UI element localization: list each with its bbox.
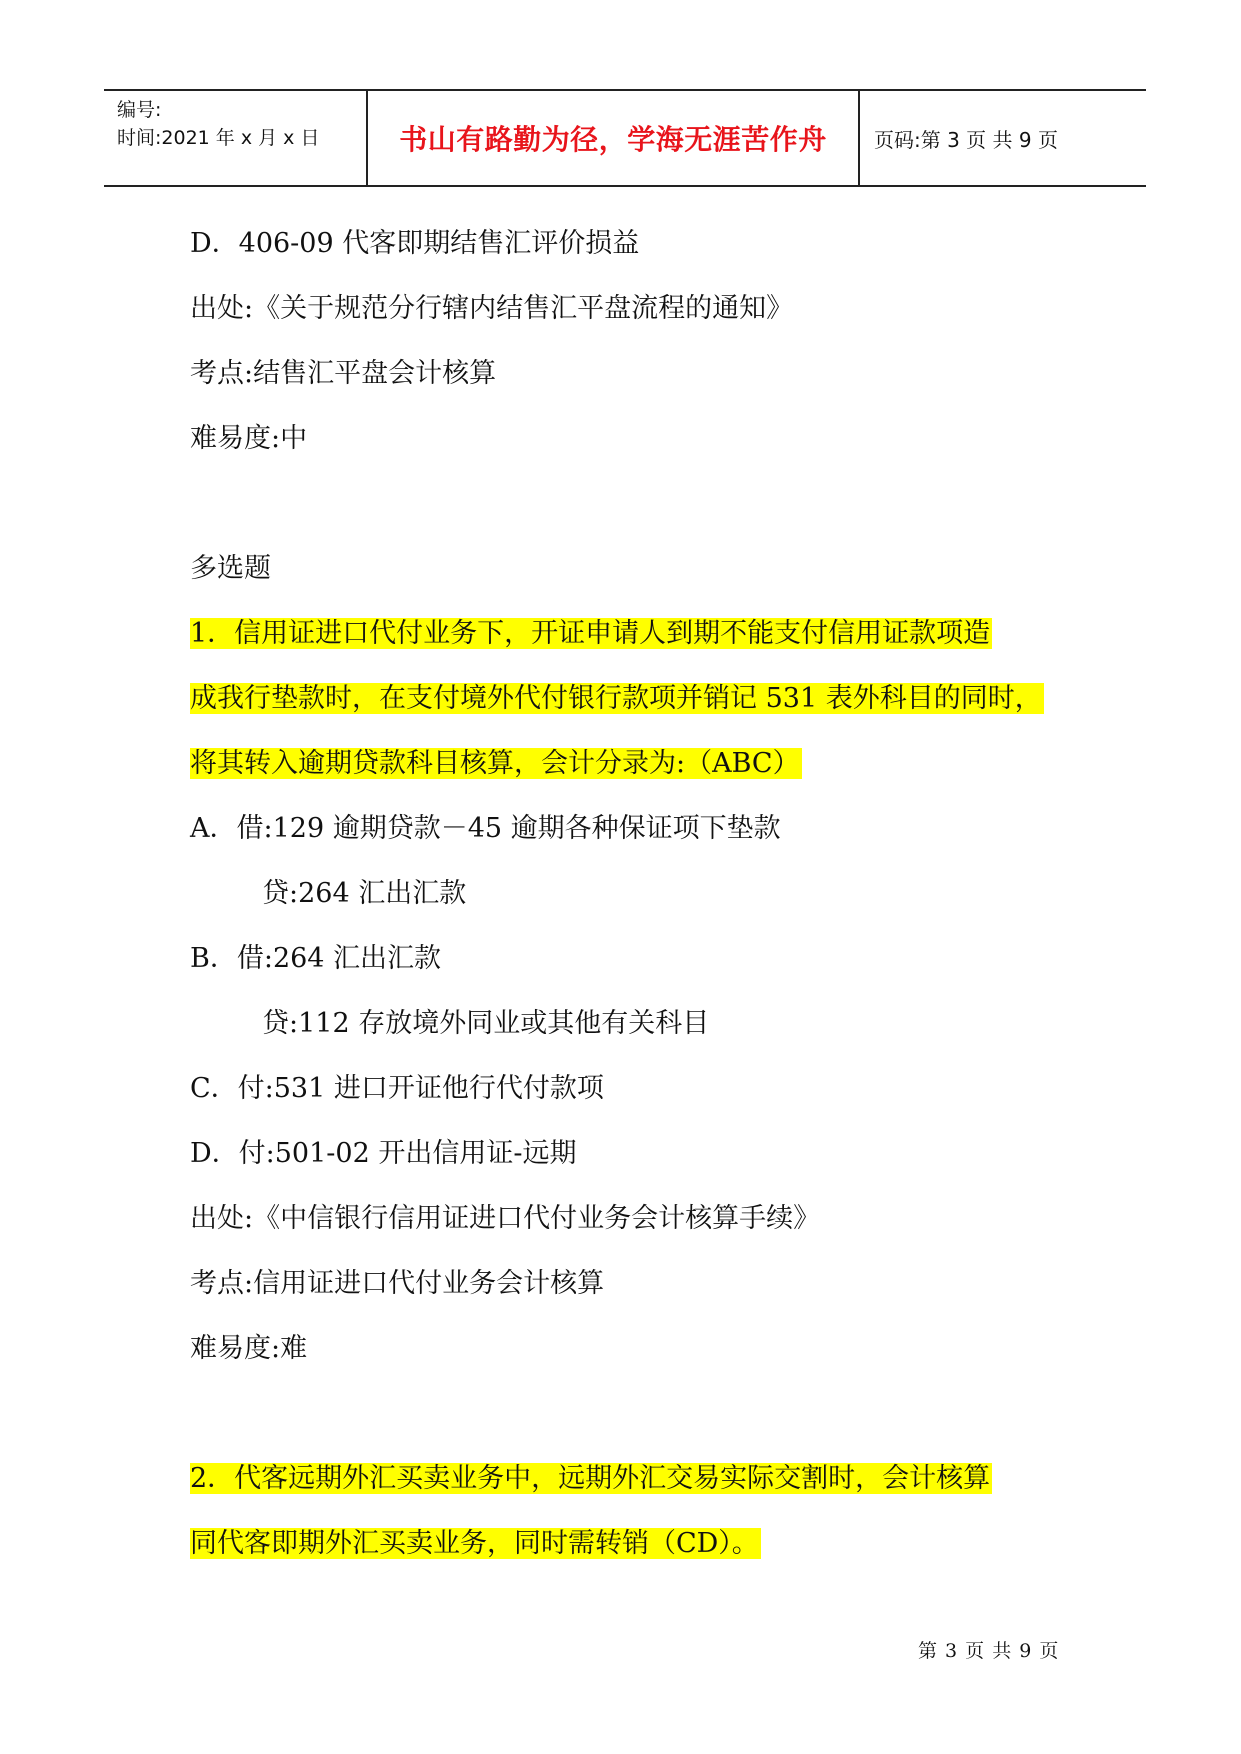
q1-option-b-debit: B．借:264 汇出汇款 bbox=[190, 943, 442, 974]
prev-difficulty: 难易度:中 bbox=[190, 423, 308, 454]
q1-stem-line-3-text: 将其转入逾期贷款科目核算，会计分录为:（ABC） bbox=[190, 748, 800, 779]
section-title: 多选题 bbox=[190, 553, 271, 584]
q2-stem-line-2-text: 同代客即期外汇买卖业务，同时需转销（CD）。 bbox=[190, 1528, 759, 1559]
q1-option-b-credit: 贷:112 存放境外同业或其他有关科目 bbox=[262, 1008, 710, 1039]
header-left-cell bbox=[104, 91, 368, 185]
q1-stem-line-1 bbox=[190, 612, 992, 656]
q1-point: 考点:信用证进口代付业务会计核算 bbox=[190, 1268, 605, 1299]
q2-stem-line-1-text: 2．代客远期外汇买卖业务中，远期外汇交易实际交割时，会计核算 bbox=[190, 1463, 991, 1494]
q1-difficulty: 难易度:难 bbox=[190, 1333, 308, 1364]
q1-option-a-credit: 贷:264 汇出汇款 bbox=[262, 878, 467, 909]
q1-stem-line-3 bbox=[190, 742, 802, 786]
header-middle-cell bbox=[368, 91, 860, 185]
q1-source: 出处:《中信银行信用证进口代付业务会计核算手续》 bbox=[190, 1203, 821, 1234]
number-label: 编号: bbox=[117, 99, 162, 121]
q1-stem-line-2 bbox=[190, 677, 1044, 721]
document-header bbox=[104, 89, 1146, 187]
q1-option-d: D．付:501-02 开出信用证-远期 bbox=[190, 1138, 577, 1169]
header-right-cell bbox=[860, 91, 1146, 185]
header-motto: 书山有路勤为径，学海无涯苦作舟 bbox=[399, 123, 827, 156]
q2-stem-line-1 bbox=[190, 1457, 992, 1501]
q1-option-a-debit: A．借:129 逾期贷款－45 逾期各种保证项下垫款 bbox=[190, 813, 781, 844]
q1-stem-line-1-text: 1．信用证进口代付业务下，开证申请人到期不能支付信用证款项造 bbox=[190, 618, 991, 649]
prev-point: 考点:结售汇平盘会计核算 bbox=[190, 358, 497, 389]
header-page-code: 页码:第 3 页 共 9 页 bbox=[874, 127, 1058, 152]
q2-stem-line-2 bbox=[190, 1522, 761, 1566]
time-label: 时间:2021 年 x 月 x 日 bbox=[117, 127, 320, 149]
q1-option-c: C．付:531 进口开证他行代付款项 bbox=[190, 1073, 604, 1104]
page-footer: 第 3 页 共 9 页 bbox=[918, 1640, 1060, 1662]
q1-stem-line-2-text: 成我行垫款时，在支付境外代付银行款项并销记 531 表外科目的同时， bbox=[190, 683, 1042, 714]
prev-source: 出处:《关于规范分行辖内结售汇平盘流程的通知》 bbox=[190, 293, 794, 324]
prev-option-d: D．406-09 代客即期结售汇评价损益 bbox=[190, 228, 640, 259]
